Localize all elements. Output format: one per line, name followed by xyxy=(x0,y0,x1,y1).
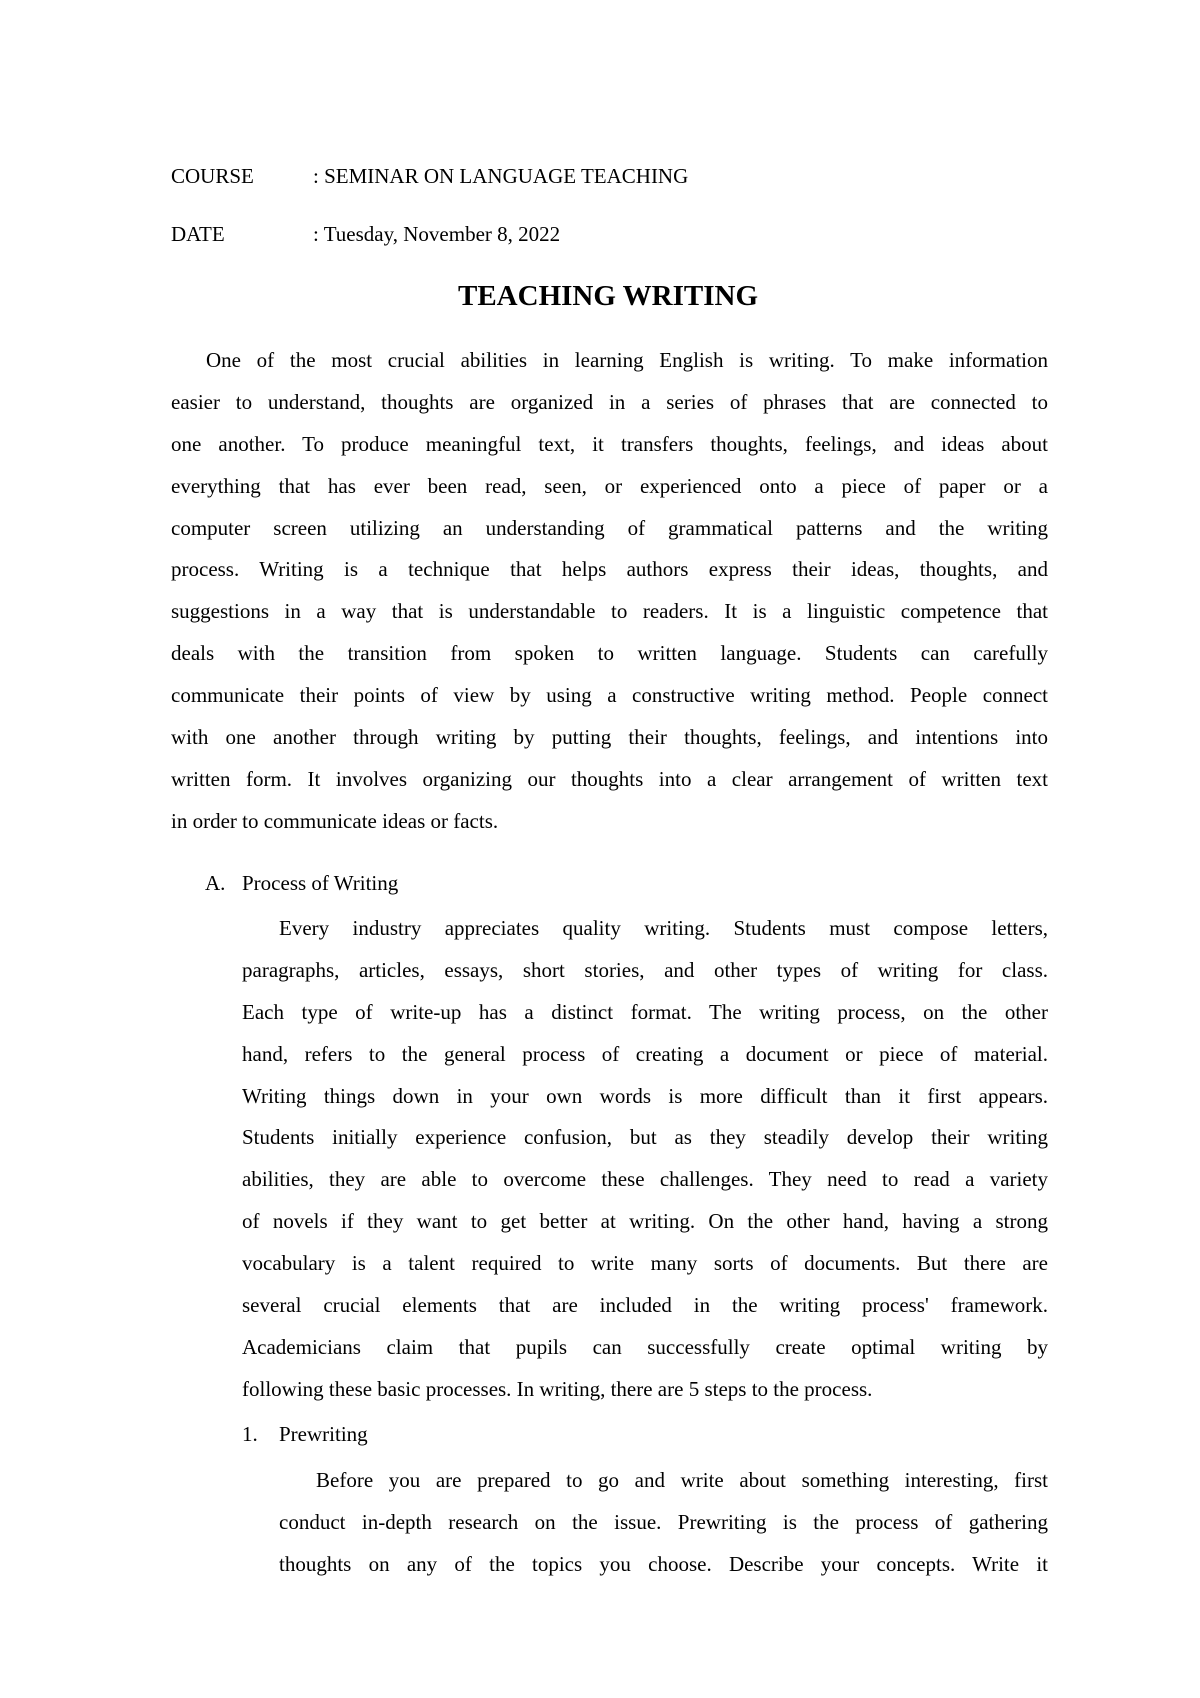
paragraph-line: hand, refers to the general process of creating a document or piece of material. xyxy=(242,1041,1048,1066)
paragraph-line: communicate their points of view by using a constructive writing method. People connect xyxy=(171,683,1048,708)
course-row xyxy=(171,162,688,190)
section-a-heading xyxy=(205,869,398,897)
date-row xyxy=(171,220,560,248)
course-label: COURSE xyxy=(171,164,254,188)
paragraph-line: thoughts on any of the topics you choose. Describe your concepts. Write it xyxy=(279,1551,1048,1576)
paragraph-line: vocabulary is a talent required to write many sorts of documents. But there are xyxy=(242,1251,1048,1276)
paragraph-line: with one another through writing by putting their thoughts, feelings, and intentions into xyxy=(171,725,1048,750)
paragraph-line: of novels if they want to get better at writing. On the other hand, having a strong xyxy=(242,1209,1048,1234)
paragraph-line: easier to understand, thoughts are organized in a series of phrases that are connected to xyxy=(171,389,1048,414)
paragraph-line: Each type of write-up has a distinct format. The writing process, on the other xyxy=(242,999,1048,1024)
paragraph-line: paragraphs, articles, essays, short stories, and other types of writing for class. xyxy=(242,957,1048,982)
step-1-paragraph xyxy=(279,1460,1048,1586)
paragraph-line: conduct in-depth research on the issue. Prewriting is the process of gathering xyxy=(279,1509,1048,1534)
paragraph-line: Academicians claim that pupils can successfully create optimal writing by xyxy=(242,1334,1048,1359)
paragraph-line: in order to communicate ideas or facts. xyxy=(171,808,499,833)
paragraph-line: deals with the transition from spoken to written language. Students can carefully xyxy=(171,641,1048,666)
paragraph-line: several crucial elements that are included in the writing process' framework. xyxy=(242,1293,1048,1318)
date-value: : Tuesday, November 8, 2022 xyxy=(313,222,561,246)
paragraph-line: Students initially experience confusion, but as they steadily develop their writing xyxy=(242,1125,1048,1150)
step-1-title: Prewriting xyxy=(279,1422,368,1446)
intro-paragraph xyxy=(171,340,1048,843)
paragraph-line: Every industry appreciates quality writing. Students must compose letters, xyxy=(279,916,1048,940)
section-a-marker: A. xyxy=(205,871,226,895)
paragraph-line: Writing things down in your own words is more difficult than it first appears. xyxy=(242,1083,1048,1108)
paragraph-line: process. Writing is a technique that helps authors express their ideas, thoughts, and xyxy=(171,557,1048,582)
paragraph-line: one another. To produce meaningful text, it transfers thoughts, feelings, and ideas about xyxy=(171,431,1048,456)
paragraph-line: One of the most crucial abilities in learning English is writing. To make information xyxy=(206,348,1048,372)
paragraph-line: abilities, they are able to overcome these challenges. They need to read a variety xyxy=(242,1167,1048,1192)
step-1-marker: 1. xyxy=(242,1422,258,1446)
paragraph-line: everything that has ever been read, seen, or experienced onto a piece of paper or a xyxy=(171,473,1048,498)
paragraph-line: following these basic processes. In writing, there are 5 steps to the process. xyxy=(242,1376,873,1401)
paragraph-line: written form. It involves organizing our thoughts into a clear arrangement of written text xyxy=(171,766,1048,791)
paragraph-line: Before you are prepared to go and write about something interesting, first xyxy=(316,1468,1048,1492)
date-label: DATE xyxy=(171,222,225,246)
paragraph-line: suggestions in a way that is understandable to readers. It is a linguistic competence that xyxy=(171,599,1048,624)
step-1-heading xyxy=(242,1420,368,1448)
paragraph-line: computer screen utilizing an understanding of grammatical patterns and the writing xyxy=(171,515,1048,540)
course-value: : SEMINAR ON LANGUAGE TEACHING xyxy=(313,164,689,188)
section-a-title: Process of Writing xyxy=(242,871,399,895)
document-title: TEACHING WRITING xyxy=(458,280,758,312)
section-a-paragraph xyxy=(242,908,1048,1411)
